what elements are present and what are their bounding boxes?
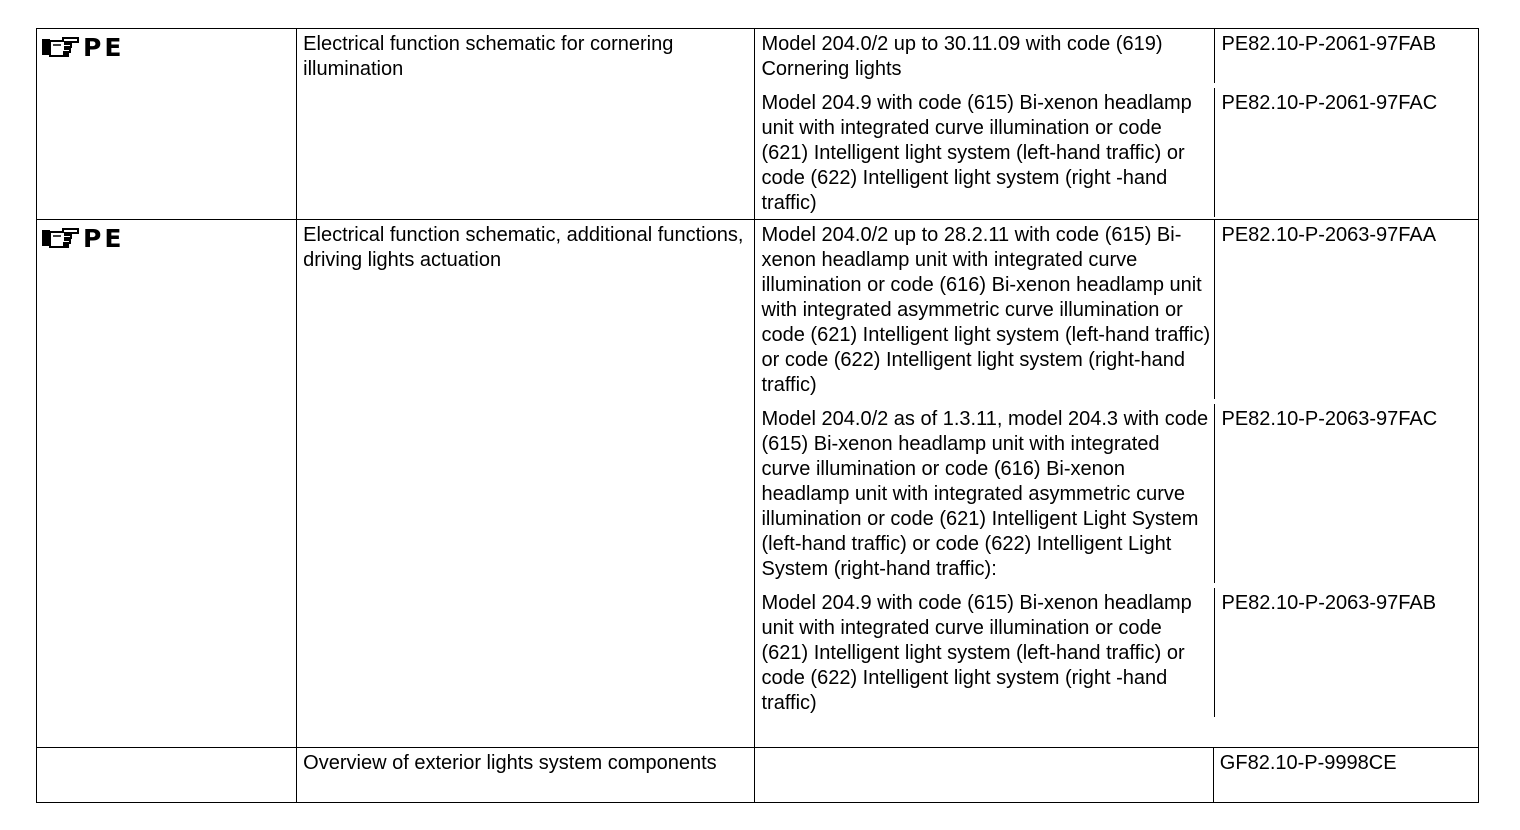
- row-marker: [37, 748, 296, 752]
- entry: [755, 29, 1478, 83]
- table-row: [37, 220, 1479, 748]
- row-description: Electrical function schematic, additional functions, driving lights actuation: [303, 224, 744, 271]
- entry-model: Model 204.9 with code (615) Bi-xenon headlamp unit with integrated curve illumination or code (621) Intelligent light system (left-hand traffic) or code (622) Intelligent light system (right -hand traffic): [761, 592, 1192, 714]
- entry: [755, 404, 1478, 583]
- entry-model: Model 204.0/2 up to 30.11.09 with code (619) Cornering lights: [761, 33, 1163, 80]
- entry: [755, 88, 1478, 217]
- pe-marker-label: PE: [83, 223, 125, 253]
- entry-document-link[interactable]: PE82.10-P-2061-97FAC: [1214, 88, 1478, 217]
- entry-model: Model 204.9 with code (615) Bi-xenon headlamp unit with integrated curve illumination or code (621) Intelligent light system (left-hand traffic) or code (622) Intelligent light system (right -hand traffic): [761, 92, 1192, 214]
- marker-cell: [37, 220, 297, 748]
- marker-cell: [37, 748, 297, 803]
- description-cell: [297, 748, 755, 803]
- reference-table: [36, 28, 1479, 803]
- marker-cell: [37, 29, 297, 220]
- pe-marker-label: PE: [83, 32, 125, 62]
- pointing-hand-icon: [41, 35, 81, 59]
- entry: [755, 220, 1478, 399]
- entries-cell: [755, 220, 1479, 748]
- entry: [755, 588, 1478, 717]
- entries-cell: [755, 29, 1479, 220]
- entry-document-link[interactable]: PE82.10-P-2061-97FAB: [1214, 29, 1478, 83]
- entry-document-link[interactable]: PE82.10-P-2063-97FAA: [1214, 220, 1478, 399]
- pointing-hand-icon: [41, 226, 81, 250]
- entry-document-link[interactable]: PE82.10-P-2063-97FAC: [1214, 404, 1478, 583]
- entry-document-link[interactable]: PE82.10-P-2063-97FAB: [1214, 588, 1478, 717]
- entry-model: Model 204.0/2 as of 1.3.11, model 204.3 with code (615) Bi-xenon headlamp unit with integrated curve illumination or code (616) Bi-xenon headlamp unit with integrated asymmetric curve illumination or code (621) Intelligent Light System (left-hand traffic) or code (622) Intelligent Light System (right-hand traffic):: [761, 408, 1209, 580]
- entry-model: [755, 748, 1212, 752]
- description-cell: [297, 29, 755, 220]
- row-description: Overview of exterior lights system components: [303, 752, 717, 774]
- entry-document-cell: [1213, 748, 1478, 803]
- row-description: Electrical function schematic for cornering illumination: [303, 33, 674, 80]
- entry-model-cell: [755, 748, 1213, 803]
- entry-model: Model 204.0/2 up to 28.2.11 with code (615) Bi-xenon headlamp unit with integrated curve illumination or code (616) Bi-xenon headlamp unit with integrated asymmetric curve illumination or code (621) Intelligent light system (left-hand traffic) or code (622) Intelligent light system (right-hand traffic): [761, 224, 1211, 396]
- entry-document-link[interactable]: GF82.10-P-9998CE: [1219, 752, 1397, 774]
- table-row: [37, 748, 1479, 803]
- description-cell: [297, 220, 755, 748]
- table-row: [37, 29, 1479, 220]
